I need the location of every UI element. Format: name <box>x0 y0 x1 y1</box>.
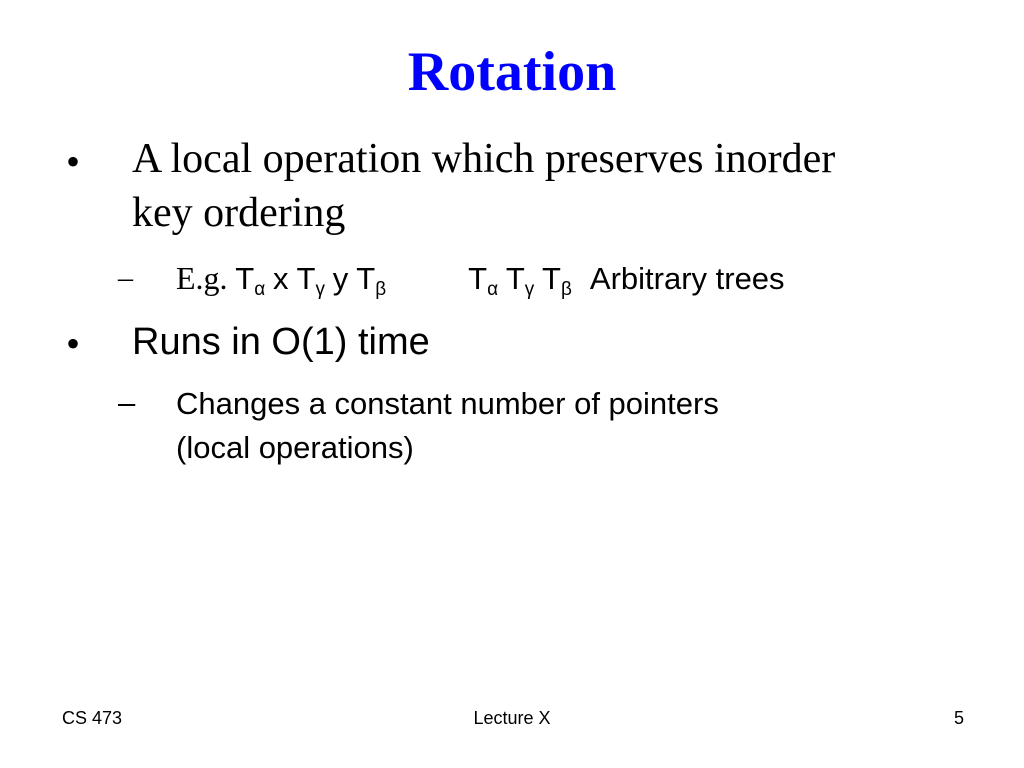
footer-page-number: 5 <box>953 708 964 728</box>
footer-lecture: Lecture X <box>473 708 551 728</box>
bullet-line: A local operation which preserves inorder <box>132 136 836 182</box>
bullet-text <box>132 132 992 240</box>
expr-subscript: γ <box>315 279 325 300</box>
sub-bullet-example <box>176 258 785 299</box>
bullet-line: key ordering <box>132 190 346 236</box>
sub-bullet-line: (local operations) <box>176 430 414 465</box>
expr-term: y T <box>332 261 376 296</box>
sub-bullet-line: Changes a constant number of pointers <box>176 386 719 421</box>
expr-subscript: α <box>254 279 266 300</box>
expr-term: T <box>468 261 488 296</box>
bullet-text: Runs in O(1) time <box>132 321 430 363</box>
expr-subscript: β <box>375 279 387 300</box>
sub-bullet-text <box>176 382 996 470</box>
expr-subscript: α <box>487 279 499 300</box>
bullet-marker: • <box>66 321 81 366</box>
footer-course: CS 473 <box>62 708 123 728</box>
sub-bullet-marker: – <box>118 261 133 294</box>
bullet-marker: • <box>66 139 81 184</box>
eg-label: E.g. <box>176 260 228 296</box>
expr-tail: Arbitrary trees <box>589 261 785 296</box>
expr-term: T <box>235 261 255 296</box>
expr-term: T <box>542 261 561 296</box>
expr-term: x T <box>272 261 316 296</box>
expr-term: T <box>505 261 525 296</box>
expr-subscript: β <box>560 279 572 300</box>
expr-subscript: γ <box>524 279 535 300</box>
slide-title: Rotation <box>407 41 617 103</box>
sub-bullet-marker: – <box>118 385 136 420</box>
